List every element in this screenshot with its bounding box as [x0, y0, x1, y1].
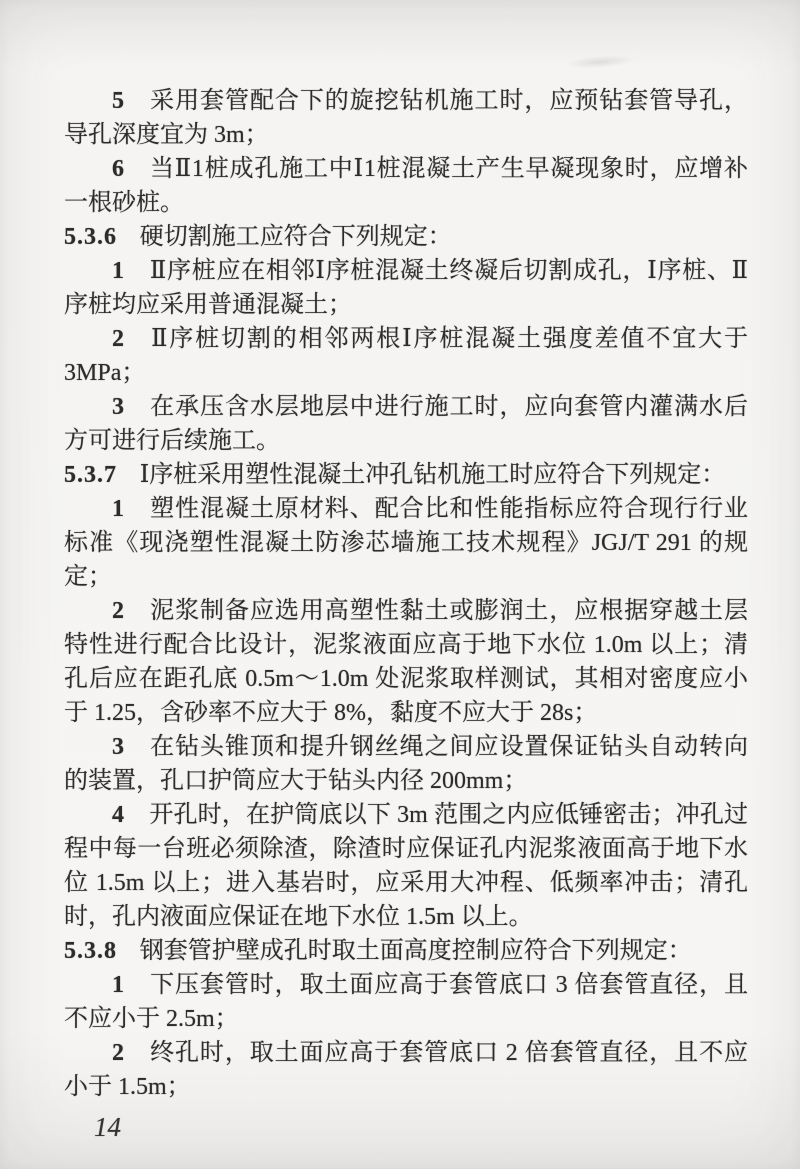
item-number: 2	[112, 598, 124, 624]
list-item-3	[64, 730, 748, 798]
list-item-1	[64, 254, 748, 322]
item-text: 下压套管时，取土面应高于套管底口 3 倍套管直径，且不应小于 2.5m；	[64, 972, 748, 1032]
item-text: 终孔时，取土面应高于套管底口 2 倍套管直径，且不应小于 1.5m；	[64, 1040, 748, 1100]
item-text: 采用套管配合下的旋挖钻机施工时，应预钻套管导孔，导孔深度宜为 3m；	[64, 88, 748, 148]
item-number: 1	[112, 496, 124, 522]
scan-artifact-smudge	[565, 54, 636, 71]
clause-number: 5.3.7	[64, 462, 117, 488]
list-item-5	[64, 84, 748, 152]
list-item-2	[64, 594, 748, 730]
list-item-2	[64, 1036, 748, 1104]
clause-text: 钢套管护壁成孔时取土面高度控制应符合下列规定：	[139, 938, 692, 964]
list-item-6	[64, 152, 748, 220]
clause-5-3-8	[64, 934, 748, 968]
item-number: 5	[112, 88, 124, 114]
item-number: 3	[112, 734, 124, 760]
clause-text: 硬切割施工应符合下列规定：	[139, 224, 452, 250]
item-number: 6	[112, 156, 124, 182]
item-text: 泥浆制备应选用高塑性黏土或膨润土，应根据穿越土层特性进行配合比设计，泥浆液面应高于地下水位 1.0m 以上；清孔后应在距孔底 0.5m～1.0m 处泥浆取样测试，其相对密度应小于 1.25，含砂率不应大于 8%，黏度不应大于 28s；	[64, 598, 748, 726]
clause-number: 5.3.8	[64, 938, 117, 964]
list-item-1	[64, 968, 748, 1036]
item-text: 在承压含水层地层中进行施工时，应向套管内灌满水后方可进行后续施工。	[64, 394, 748, 454]
clause-text: Ⅰ序桩采用塑性混凝土冲孔钻机施工时应符合下列规定：	[139, 462, 726, 488]
list-item-1	[64, 492, 748, 594]
item-number: 1	[112, 972, 124, 998]
clause-5-3-6	[64, 220, 748, 254]
item-text: 开孔时，在护筒底以下 3m 范围之内应低锤密击；冲孔过程中每一台班必须除渣，除渣时应保证孔内泥浆液面高于地下水位 1.5m 以上；进入基岩时，应采用大冲程、低频率冲击；清孔时，孔内液面应保证在地下水位 1.5m 以上。	[64, 802, 748, 930]
list-item-2	[64, 322, 748, 390]
item-text: Ⅱ序桩切割的相邻两根Ⅰ序桩混凝土强度差值不宜大于 3MPa；	[64, 326, 748, 386]
item-text: 塑性混凝土原材料、配合比和性能指标应符合现行行业标准《现浇塑性混凝土防渗芯墙施工技术规程》JGJ/T 291 的规定；	[64, 496, 748, 590]
item-text: Ⅱ序桩应在相邻Ⅰ序桩混凝土终凝后切割成孔，Ⅰ序桩、Ⅱ序桩均应采用普通混凝土；	[64, 258, 748, 318]
item-number: 2	[112, 326, 124, 352]
list-item-4	[64, 798, 748, 934]
item-number: 3	[112, 394, 124, 420]
item-text: 当Ⅱ1桩成孔施工中Ⅰ1桩混凝土产生早凝现象时，应增补一根砂桩。	[64, 156, 748, 216]
clause-5-3-7	[64, 458, 748, 492]
page-number: 14	[94, 1112, 121, 1142]
list-item-3	[64, 390, 748, 458]
item-number: 2	[112, 1040, 124, 1066]
item-number: 1	[112, 258, 124, 284]
item-number: 4	[112, 802, 124, 828]
clause-number: 5.3.6	[64, 224, 117, 250]
item-text: 在钻头锥顶和提升钢丝绳之间应设置保证钻头自动转向的装置，孔口护筒应大于钻头内径 200mm；	[64, 734, 748, 794]
document-text-block	[64, 84, 748, 1104]
